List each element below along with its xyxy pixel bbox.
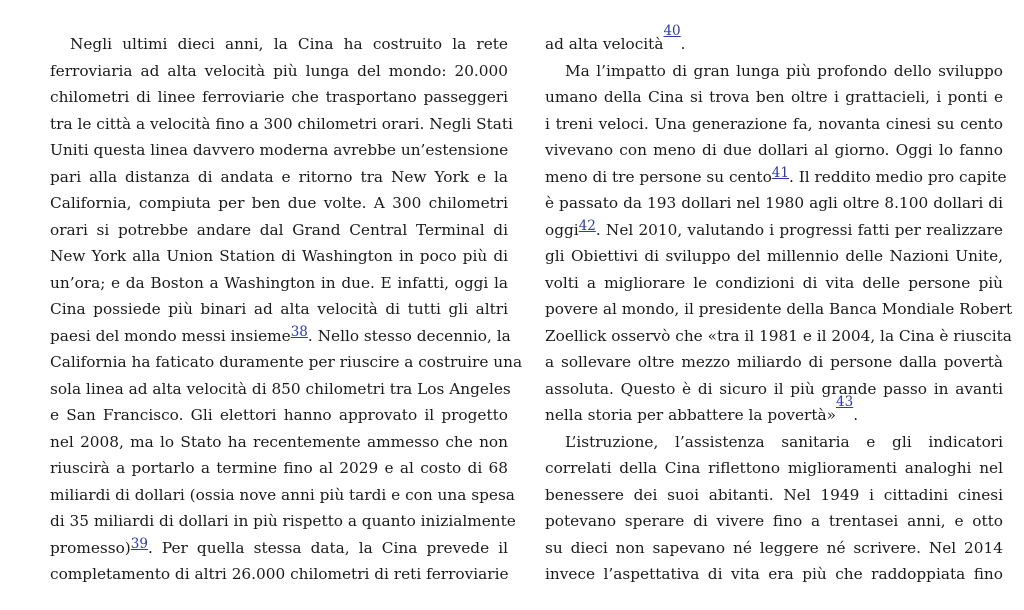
line-text: New York alla Union Station di Washington in poco più di bbox=[50, 247, 508, 265]
text-line bbox=[50, 402, 508, 429]
line-text: chilometri di linee ferroviarie che trasportano passeggeri bbox=[50, 88, 508, 106]
text-line bbox=[545, 84, 1003, 111]
line-text: Cina possiede più binari ad alta velocità di tutti gli altri bbox=[50, 300, 508, 318]
line-text: vivevano con meno di due dollari al giorno. Oggi lo fanno bbox=[545, 141, 1003, 159]
text-line bbox=[50, 429, 508, 456]
line-text: California ha faticato duramente per riuscire a costruire una bbox=[50, 353, 523, 371]
text-line bbox=[545, 137, 1003, 164]
left-text-column bbox=[50, 31, 523, 588]
text-line bbox=[545, 190, 1003, 217]
line-text-after: . bbox=[680, 35, 686, 53]
text-line bbox=[545, 429, 1003, 456]
text-line bbox=[50, 535, 508, 562]
text-line bbox=[50, 376, 511, 403]
text-line bbox=[545, 394, 1003, 429]
line-text: promesso) bbox=[50, 538, 131, 557]
text-line bbox=[545, 535, 1003, 562]
text-line bbox=[545, 23, 1003, 58]
line-text: è passato da 193 dollari nel 1980 agli oltre 8.100 dollari di bbox=[545, 194, 1003, 212]
text-line bbox=[545, 508, 1003, 535]
line-text: L’istruzione, l’assistenza sanitaria e gli indicatori bbox=[565, 432, 1003, 451]
line-text: gli Obiettivi di sviluppo del millennio delle Nazioni Unite, bbox=[545, 247, 1003, 265]
text-line bbox=[545, 482, 1003, 509]
text-line bbox=[545, 217, 1003, 244]
text-line bbox=[50, 111, 513, 138]
text-line bbox=[50, 217, 508, 244]
text-line bbox=[50, 190, 508, 217]
text-line bbox=[50, 508, 516, 535]
text-line bbox=[50, 323, 511, 350]
line-text: pari alla distanza di andata e ritorno tra New York e la bbox=[50, 167, 508, 186]
line-text: i treni veloci. Una generazione fa, novanta cinesi su cento bbox=[545, 114, 1003, 133]
text-line bbox=[545, 296, 1013, 323]
line-text-after: . Nel 2010, valutando i progressi fatti per realizzare bbox=[595, 220, 1003, 239]
text-line bbox=[50, 561, 508, 588]
line-text-after: . Nello stesso decennio, la bbox=[307, 326, 511, 345]
text-line bbox=[50, 455, 508, 482]
line-text: umano della Cina si trova ben oltre i grattacieli, i ponti e bbox=[545, 88, 1003, 106]
line-text-after: . Il reddito medio pro capite bbox=[788, 167, 1007, 186]
line-text: paesi del mondo messi insieme bbox=[50, 326, 291, 345]
footnote-link[interactable]: 43 bbox=[836, 394, 854, 410]
line-text: oggi bbox=[545, 220, 579, 239]
line-text: a sollevare oltre mezzo miliardo di persone dalla povertà bbox=[545, 353, 1003, 371]
line-text: Ma l’impatto di gran lunga più profondo dello sviluppo bbox=[565, 61, 1003, 80]
line-text: e San Francisco. Gli elettori hanno approvato il progetto bbox=[50, 406, 508, 424]
text-line bbox=[50, 243, 508, 270]
text-line bbox=[545, 376, 1003, 403]
text-line bbox=[50, 482, 515, 509]
line-text: Uniti questa linea davvero moderna avrebbe un’estensione bbox=[50, 141, 509, 159]
text-line bbox=[50, 296, 508, 323]
text-line bbox=[545, 455, 1003, 482]
line-text: di 35 miliardi di dollari in più rispetto a quanto inizialmente bbox=[50, 512, 516, 530]
right-text-column bbox=[545, 23, 1013, 588]
text-line bbox=[50, 270, 508, 297]
line-text: invece l’aspettativa di vita era più che raddoppiata fino bbox=[545, 565, 1003, 583]
line-text: completamento di altri 26.000 chilometri di reti ferroviarie bbox=[50, 565, 509, 583]
text-line bbox=[50, 31, 508, 58]
line-text: potevano sperare di vivere fino a trentasei anni, e otto bbox=[545, 512, 1003, 530]
line-text: California, compiuta per ben due volte. A 300 chilometri bbox=[50, 194, 508, 212]
text-line bbox=[545, 270, 1003, 297]
line-text: benessere dei suoi abitanti. Nel 1949 i cittadini cinesi bbox=[545, 485, 1003, 504]
text-line bbox=[545, 323, 1012, 350]
line-text-after: . bbox=[853, 406, 859, 424]
line-text: nel 2008, ma lo Stato ha recentemente ammesso che non bbox=[50, 432, 508, 451]
text-line bbox=[545, 349, 1003, 376]
text-line bbox=[50, 137, 508, 164]
footnote-link[interactable]: 41 bbox=[771, 164, 789, 181]
line-text: meno di tre persone su cento bbox=[545, 167, 772, 186]
line-text: Zoellick osservò che «tra il 1981 e il 2004, la Cina è riuscita bbox=[545, 326, 1012, 345]
line-text: ferroviaria ad alta velocità più lunga del mondo: 20.000 bbox=[50, 61, 508, 80]
line-text: ad alta velocità bbox=[545, 35, 664, 53]
line-text: assoluta. Questo è di sicuro il più grande passo in avanti bbox=[545, 379, 1003, 398]
text-line bbox=[50, 164, 508, 191]
line-text: volti a migliorare le condizioni di vita delle persone più bbox=[545, 273, 1003, 292]
line-text: orari si potrebbe andare dal Grand Central Terminal di bbox=[50, 220, 508, 239]
text-line bbox=[545, 111, 1003, 138]
line-text: un’ora; e da Boston a Washington in due. E infatti, oggi la bbox=[50, 273, 508, 292]
line-text: sola linea ad alta velocità di 850 chilometri tra Los Angeles bbox=[50, 379, 511, 398]
line-text: tra le città a velocità fino a 300 chilometri orari. Negli Stati bbox=[50, 114, 513, 133]
footnote-link[interactable]: 38 bbox=[290, 323, 308, 340]
line-text: riuscirà a portarlo a termine fino al 2029 e al costo di 68 bbox=[50, 459, 508, 477]
text-line bbox=[545, 243, 1003, 270]
text-line bbox=[50, 84, 508, 111]
line-text-after: . Per quella stessa data, la Cina prevede il bbox=[147, 538, 509, 557]
footnote-link[interactable]: 39 bbox=[130, 535, 148, 552]
line-text: correlati della Cina riflettono miglioramenti analoghi nel bbox=[545, 459, 1003, 477]
text-line bbox=[50, 349, 523, 376]
line-text: miliardi di dollari (ossia nove anni più tardi e con una spesa bbox=[50, 485, 515, 504]
text-line bbox=[545, 561, 1003, 588]
line-text: Negli ultimi dieci anni, la Cina ha costruito la rete bbox=[70, 35, 508, 53]
footnote-link[interactable]: 42 bbox=[578, 217, 596, 234]
footnote-link[interactable]: 40 bbox=[663, 23, 681, 39]
text-line bbox=[545, 164, 1007, 191]
line-text: nella storia per abbattere la povertà» bbox=[545, 406, 836, 424]
line-text: povere al mondo, il presidente della Banca Mondiale Robert bbox=[545, 300, 1013, 318]
text-line bbox=[545, 58, 1003, 85]
line-text: su dieci non sapevano né leggere né scrivere. Nel 2014 bbox=[545, 538, 1003, 557]
text-line bbox=[50, 58, 508, 85]
